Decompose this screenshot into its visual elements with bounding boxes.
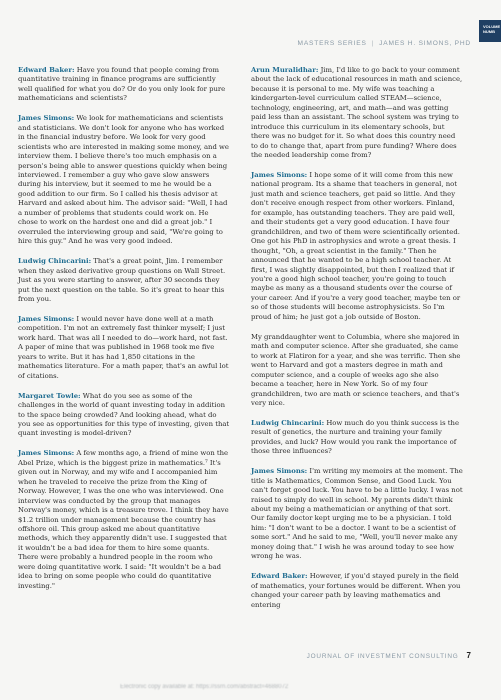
paragraph xyxy=(251,66,463,161)
paragraph xyxy=(251,333,463,409)
paragraph-text: A few months ago, a friend of mine won the Abel Prize, which is the biggest prize in mathematics.⁷ It's given out in Norway, and my wife and I accompanied him when he traveled to receive the prize from the King of Norway. However, I was the one who was interviewed. One interview was conducted by the group that manages Norway's money, which is a treasure trove. I think they have $1.2 trillion under management because the country has offshore oil. This group asked me about quantitative methods, which they apparently didn't use. I suggested that it wouldn't be a bad idea for them to hire some quants. There were probably a hundred people in the room who were doing quantitative work. I said: "It wouldn't be a bad idea to bring on some people who could do quantitative investing." xyxy=(18,449,229,590)
speaker-name: James Simons: xyxy=(251,171,308,180)
paragraph-text: However, if you'd stayed purely in the field of mathematics, your fortunes would be different. When you changed your career path by leaving mathematics and entering xyxy=(251,572,461,609)
running-footer xyxy=(307,651,471,660)
paragraph-text: We look for mathematicians and scientists and statisticians. We don't look for anyone who has worked in the financial industry before. We look for very good scientists who are interested in making some money, and we interview them. I believe there's too much emphasis on a person's being able to answer questions quickly when being interviewed. I remember a guy who gave slow answers during his interview, but it seemed to me he would be a good addition to our firm. So I called his thesis advisor at Harvard and asked about him. The advisor said: "Well, I had a number of problems that students could work on. He chose to work on the hardest one and did a great job." I overruled the interviewing group and said, "We're going to hire this guy." And he was very good indeed. xyxy=(18,114,229,246)
speaker-name: James Simons: xyxy=(251,467,308,476)
speaker-name: Arun Muralidhar: xyxy=(251,66,319,74)
paragraph-text: I would never have done well at a math competition. I'm not an extremely fast thinker myself; I just work hard. That was all I needed to do—work hard, not fast. A paper of mine that was published in 1968 took me five years to write. But it has had 1,850 citations in the mathematics literature. For a math paper, that's an awful lot of citations. xyxy=(18,314,229,380)
paragraph-text: What do you see as some of the challenges in the world of quant investing today in addition to the space being crowded? And looking ahead, what do you see as opportunities for this type of investing, given that quant investing is model-driven? xyxy=(18,391,230,438)
page-number: 7 xyxy=(466,651,471,660)
paragraph xyxy=(18,392,230,439)
speaker-name: Edward Baker: xyxy=(251,572,308,581)
right-column xyxy=(251,66,463,621)
header-separator: | xyxy=(371,40,375,47)
paragraph xyxy=(18,257,230,304)
volume-tab: VOLUME NUMB xyxy=(479,20,501,42)
paragraph xyxy=(251,171,463,322)
paragraph xyxy=(18,315,230,381)
paragraph-text: Jim, I'd like to go back to your comment about the lack of educational resources in math and science, because it is personal to me. My wife was teaching a kindergarten-level curriculum called STEAM—science, technology, engineering, art, and math—and was getting paid less than an assistant. The school system was trying to introduce this curriculum in its elementary schools, but there was no budget for it. So what does this country need to do to change that, apart from pure funding? Where does the needed leadership come from? xyxy=(251,66,463,160)
speaker-name: Margaret Towle: xyxy=(18,391,81,400)
series-label: MASTERS SERIES xyxy=(297,40,367,47)
paragraph xyxy=(18,449,230,591)
paragraph xyxy=(18,114,230,246)
running-header xyxy=(298,40,471,47)
author-label: JAMES H. SIMONS, PHD xyxy=(379,40,471,47)
paragraph-text: How much do you think success is the result of genetics, the nurture and training your family provides, and luck? How would you rank the importance of those three influences? xyxy=(251,418,460,456)
paragraph-text: I'm writing my memoirs at the moment. The title is Mathematics, Common Sense, and Good Luck. You can't forget good luck. You have to be a little lucky. I was not raised to simply do well in school. My parents didn't think about my being a mathematician or anything of that sort. Our family doctor kept urging me to be a physician. I told him: "I don't want to be a doctor. I want to be a scientist of some sort." And he said to me, "Well, you'll never make any money doing that." I wish he was around today to see how wrong he was. xyxy=(251,467,463,561)
speaker-name: James Simons: xyxy=(18,314,75,323)
paragraph xyxy=(251,467,463,562)
paragraph-text: Have you found that people coming from quantitative training in finance programs are sufficiently well qualified for what you do? Or do you only look for pure mathematicians and scientists? xyxy=(18,66,226,103)
journal-name: JOURNAL OF INVESTMENT CONSULTING xyxy=(306,653,459,660)
speaker-name: Ludwig Chincarini: xyxy=(251,418,325,427)
paragraph-text: That's a great point, Jim. I remember when they asked derivative group questions on Wall Street. Just as you were starting to answer, after 30 seconds they put the next question on the table. So it's great to hear this from you. xyxy=(18,257,226,303)
paragraph xyxy=(251,419,463,457)
paragraph-text: My granddaughter went to Columbia, where she majored in math and computer science. After she graduated, she came to work at Flatiron for a year, and she was terrific. Then she went to Harvard and got a masters degree in math and computer science, and a couple of weeks ago she also became a teacher, here in New York. So of my four grandchildren, two are math or science teachers, and that's very nice. xyxy=(251,332,461,407)
speaker-name: Edward Baker: xyxy=(18,66,75,74)
paragraph xyxy=(251,572,463,610)
left-column xyxy=(18,66,230,602)
speaker-name: James Simons: xyxy=(18,114,75,123)
source-note: Electronic copy available at: https://ssrn.com/abstract=4688072 xyxy=(120,684,289,690)
speaker-name: Ludwig Chincarini: xyxy=(18,257,92,266)
speaker-name: James Simons: xyxy=(18,449,75,458)
paragraph-text: I hope some of it will come from this new national program. Its a shame that teachers in general, not just math and science teachers, get paid so little. And they don't receive enough respect from other workers. Finland, for example, has outstanding teachers. They are paid well, and their students get a very good education. I have four grandchildren, and two of them were scientifically oriented. One got his PhD in astrophysics and wrote a great thesis. I thought, "Oh, a great scientist in the family." Then he announced that he wanted to be a high school teacher. At first, I was slightly disappointed, but then I realized that if you're a good high school teacher, you're going to touch maybe as many as a thousand students over the course of your career. And if you're a very good teacher, maybe ten or so of those students will become astrophysicists. So I'm proud of him; he just got a job outside of Boston. xyxy=(251,171,461,321)
paragraph xyxy=(18,66,230,104)
